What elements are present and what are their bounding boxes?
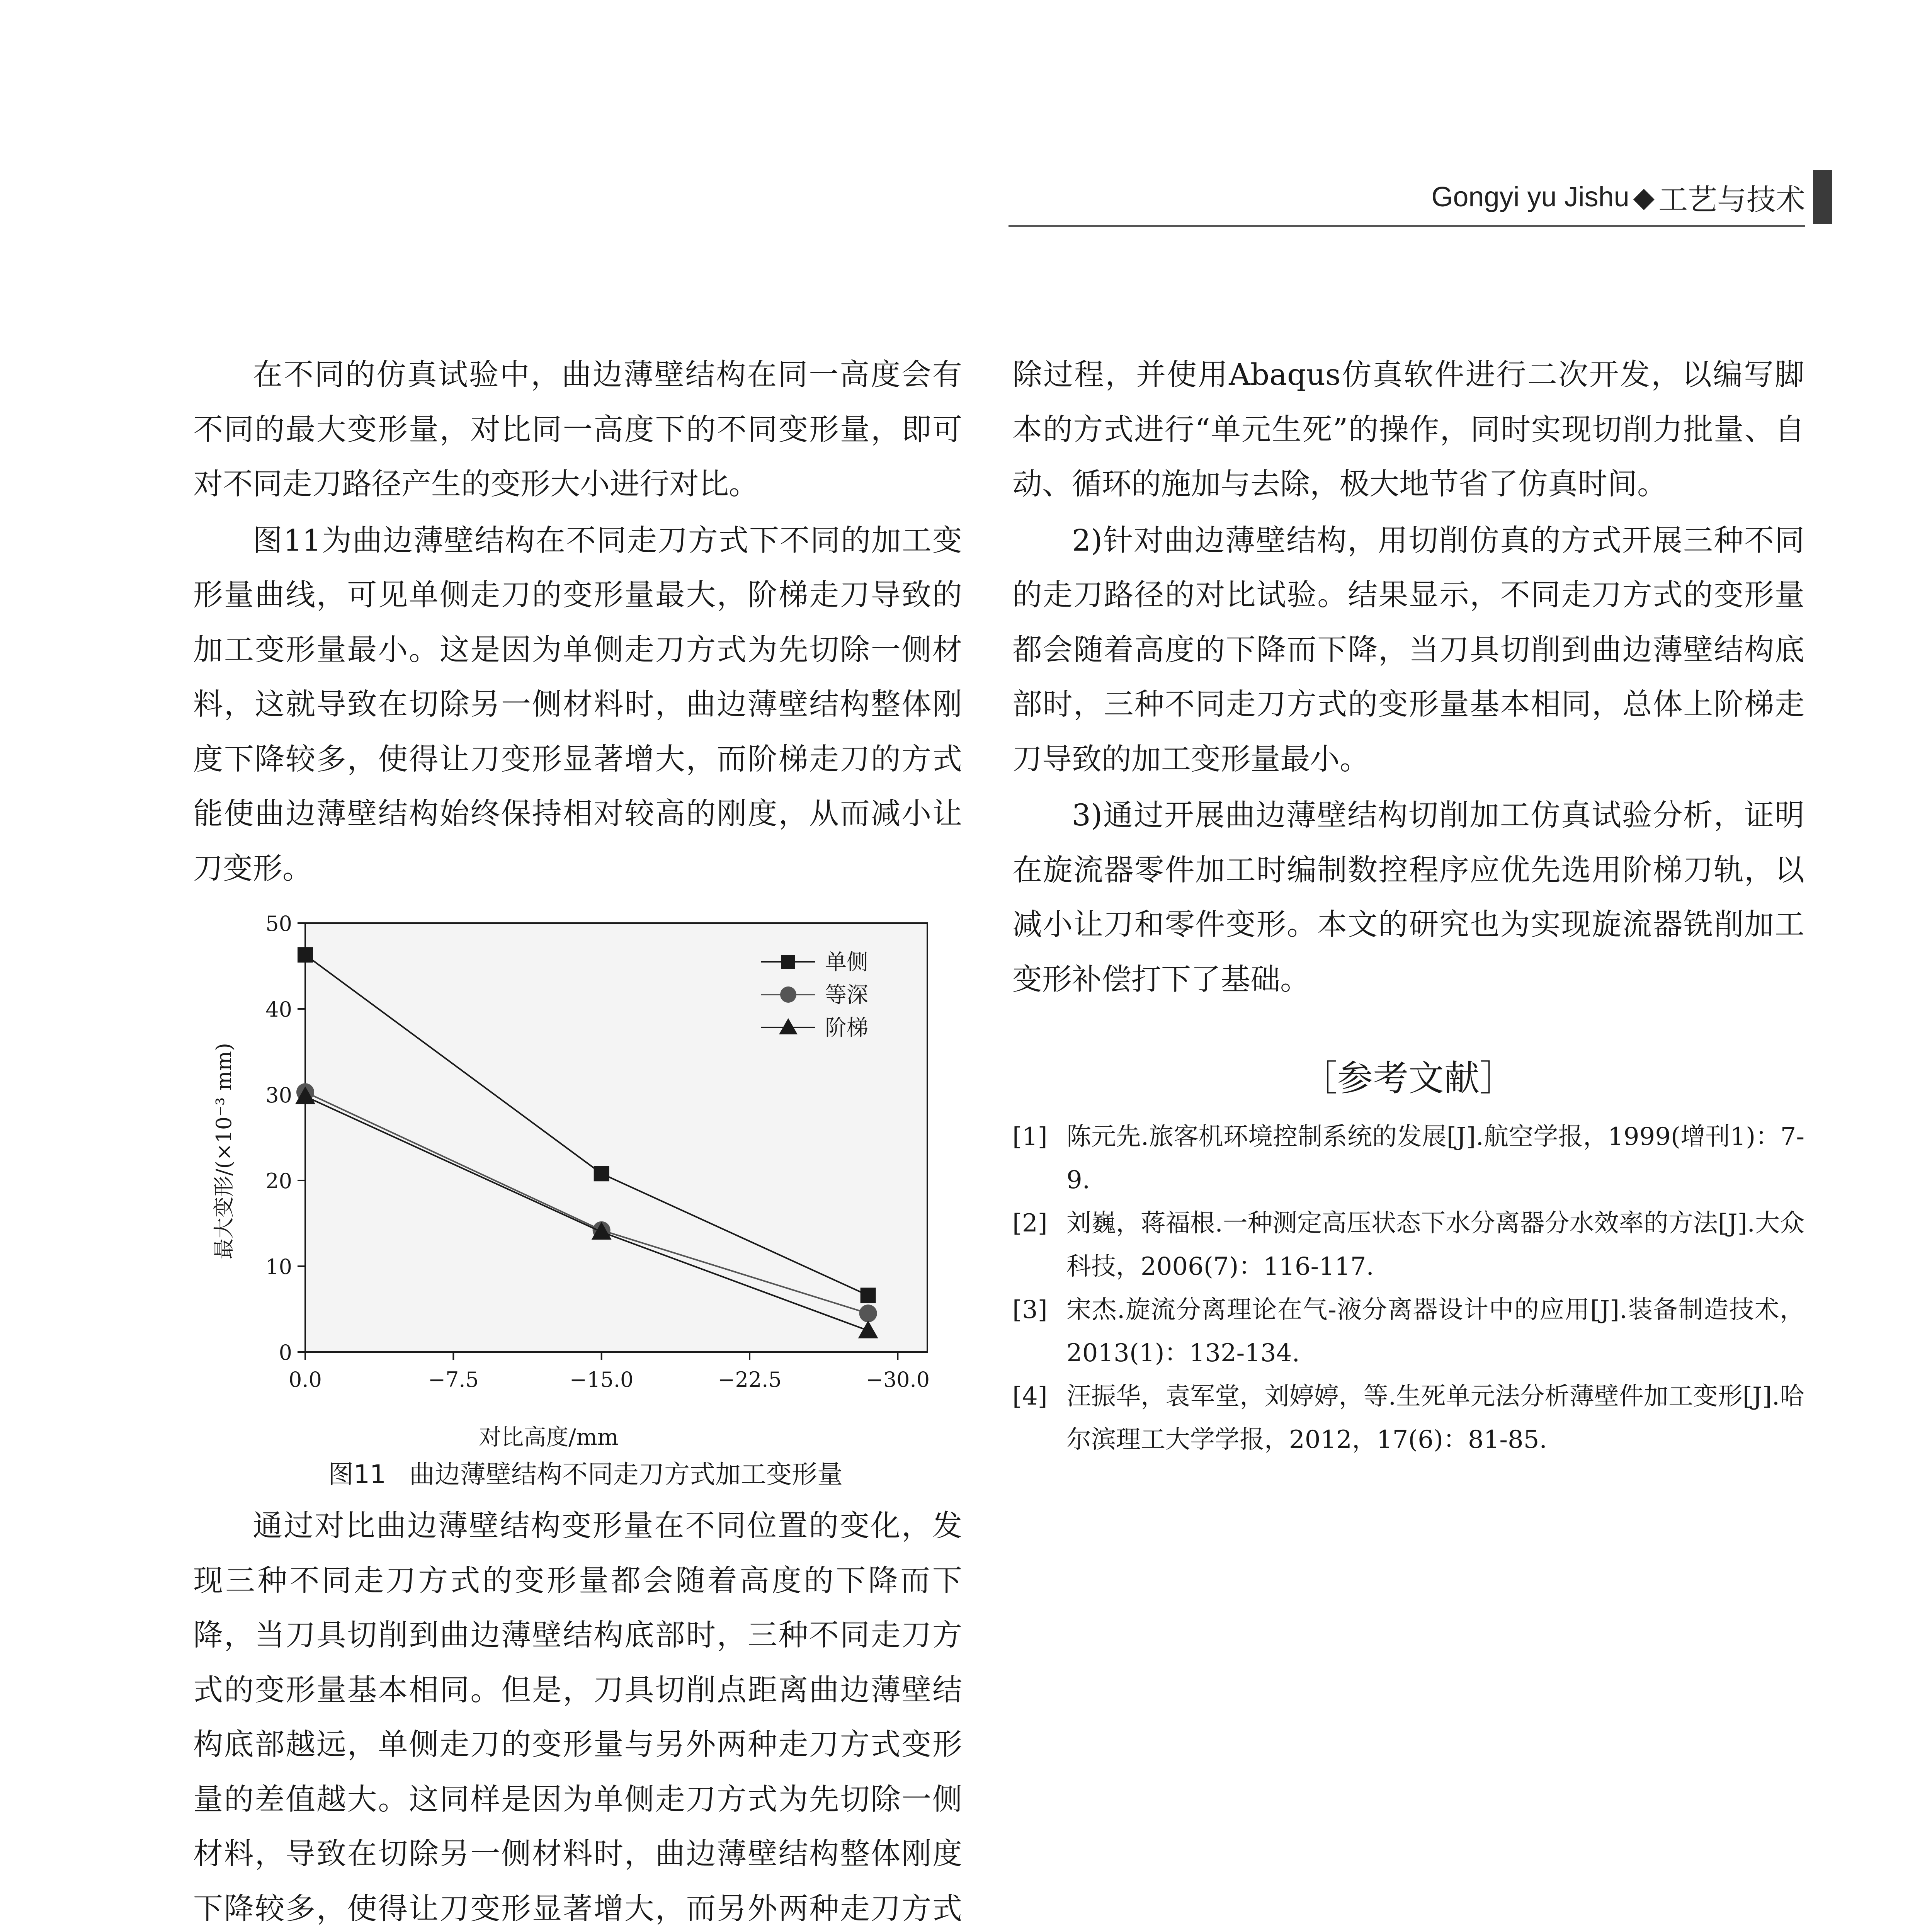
- x-tick-label: 0.0: [289, 1367, 322, 1392]
- legend-label: 阶梯: [825, 1015, 868, 1041]
- paragraph: 通过对比曲边薄壁结构变形量在不同位置的变化，发现三种不同走刀方式的变形量都会随着高度的下降而下降，当刀具切削到曲边薄壁结构底部时，三种不同走刀方式的变形量基本相同。但是，刀具切削点距离曲边薄壁结构底部越远，单侧走刀的变形量与另外两种走刀方式变形量的差值越大。这同样是因为单侧走刀方式为先切除一侧材料，导致在切除另一侧材料时，曲边薄壁结构整体刚度下降较多，使得让刀变形显著增大，而另外两种走刀方式: [193, 1509, 962, 1926]
- data-point: [298, 947, 313, 963]
- paragraph: 除过程，并使用Abaqus仿真软件进行二次开发，以编写脚本的方式进行“单元生死”的操作，同时实现切削力批量、自动、循环的施加与去除，极大地节省了仿真时间。: [1012, 358, 1804, 502]
- legend-marker: [780, 986, 796, 1003]
- paragraph: 在不同的仿真试验中，曲边薄壁结构在同一高度会有不同的最大变形量，对比同一高度下的不同变形量，即可对不同走刀路径产生的变形大小进行对比。: [193, 358, 962, 502]
- legend-label: 等深: [825, 983, 868, 1008]
- figure-caption: [209, 1457, 962, 1492]
- reference-number: [3]: [1012, 1296, 1048, 1324]
- references-list: [1012, 1115, 1804, 1461]
- data-point: [594, 1166, 609, 1181]
- deformation-line-chart: [209, 904, 962, 1452]
- paragraph: 2)针对曲边薄壁结构，用切削仿真的方式开展三种不同的走刀路径的对比试验。结果显示，不同走刀方式的变形量都会随着高度的下降而下降，当刀具切削到曲边薄壁结构底部时，三种不同走刀方式的变形量基本相同，总体上阶梯走刀导致的加工变形量最小。: [1012, 523, 1804, 777]
- reference-text: 刘巍，蒋福根.一种测定高压状态下水分离器分水效率的方法[J].大众科技，2006(7)：116-117.: [1066, 1209, 1804, 1281]
- paragraph: 图11为曲边薄壁结构在不同走刀方式下不同的加工变形量曲线，可见单侧走刀的变形量最大，阶梯走刀导致的加工变形量最小。这是因为单侧走刀方式为先切除一侧材料，这就导致在切除另一侧材料时，曲边薄壁结构整体刚度下降较多，使得让刀变形显著增大，而阶梯走刀的方式能使曲边薄壁结构始终保持相对较高的刚度，从而减小让刀变形。: [193, 523, 962, 886]
- y-tick-label: 10: [265, 1255, 292, 1279]
- legend-label: 单侧: [825, 950, 868, 975]
- figure-number: 图11: [328, 1459, 386, 1489]
- y-tick-label: 50: [265, 912, 292, 936]
- left-column: [193, 348, 962, 1932]
- y-tick-label: 0: [279, 1340, 292, 1365]
- reference-text: 汪振华，袁军堂，刘婷婷，等.生死单元法分析薄壁件加工变形[J].哈尔滨理工大学学报，2012，17(6)：81-85.: [1066, 1382, 1804, 1454]
- section-name: 工艺与技术: [1658, 182, 1805, 217]
- legend-marker: [781, 955, 795, 969]
- reference-number: [4]: [1012, 1382, 1048, 1411]
- reference-item: [1012, 1288, 1804, 1375]
- figure-11: [209, 904, 962, 1492]
- reference-item: [1012, 1115, 1804, 1202]
- reference-item: [1012, 1375, 1804, 1461]
- figure-caption-text: 曲边薄壁结构不同走刀方式加工变形量: [409, 1459, 843, 1489]
- x-tick-label: −15.0: [569, 1367, 634, 1392]
- y-tick-label: 30: [265, 1083, 292, 1107]
- y-tick-label: 20: [265, 1169, 292, 1193]
- paragraph: 3)通过开展曲边薄壁结构切削加工仿真试验分析，证明在旋流器零件加工时编制数控程序应优先选用阶梯刀轨，以减小让刀和零件变形。本文的研究也为实现旋流器铣削加工变形补偿打下了基础。: [1012, 798, 1804, 997]
- reference-text: 宋杰.旋流分离理论在气-液分离器设计中的应用[J].装备制造技术，2013(1)：132-134.: [1066, 1296, 1804, 1367]
- x-tick-label: −7.5: [428, 1367, 479, 1392]
- y-axis-label: 最大变形/(×10⁻³ mm): [212, 1043, 236, 1260]
- reference-number: [2]: [1012, 1209, 1048, 1238]
- right-column: [1012, 348, 1804, 1461]
- data-point: [861, 1287, 876, 1303]
- header-bar: [1813, 170, 1832, 224]
- header-rule: [1009, 225, 1805, 227]
- reference-number: [1]: [1012, 1122, 1048, 1151]
- reference-text: 陈元先.旅客机环境控制系统的发展[J].航空学报，1999(增刊1)：7-9.: [1066, 1122, 1804, 1194]
- x-tick-label: −22.5: [718, 1367, 782, 1392]
- x-tick-label: −30.0: [866, 1367, 930, 1392]
- references-heading: ［参考文献］: [1301, 1058, 1515, 1099]
- running-header: [1431, 170, 1805, 224]
- y-tick-label: 40: [265, 997, 292, 1022]
- diamond-separator-icon: ◆: [1633, 181, 1655, 213]
- x-axis-label: 对比高度/mm: [479, 1424, 619, 1450]
- reference-item: [1012, 1202, 1804, 1288]
- journal-pinyin: Gongyi yu Jishu: [1431, 182, 1629, 213]
- data-point: [859, 1304, 877, 1322]
